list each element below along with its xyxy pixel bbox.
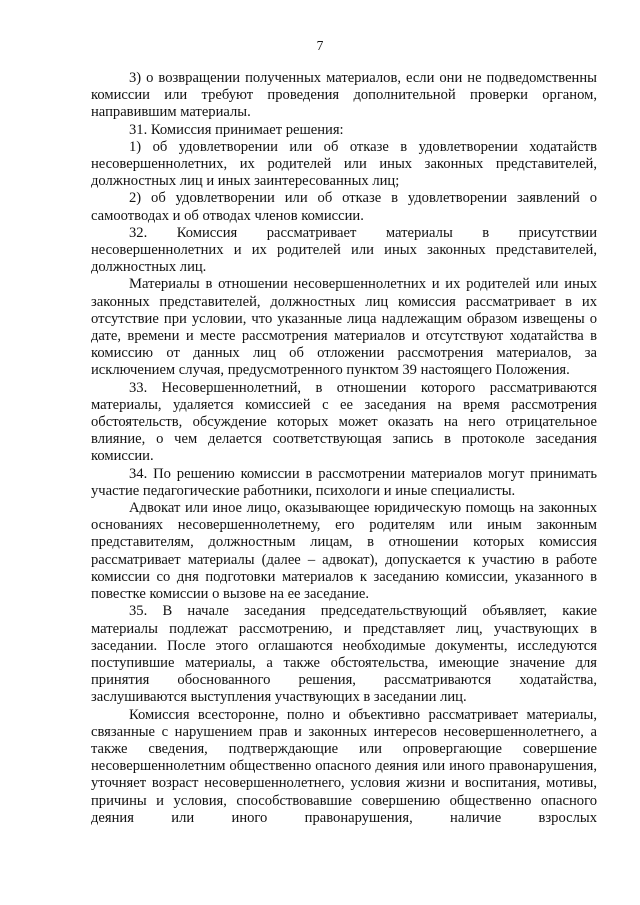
paragraph-item-3-return: 3) о возвращении полученных материалов, если они не подведомственны комиссии или требуют проведения дополнительной проверки органом, направившим материалы.	[91, 70, 597, 121]
paragraph-clause-32: 32. Комиссия рассматривает материалы в присутствии несовершеннолетних и их родителей или иных законных представителей, должностных лиц.	[91, 224, 597, 276]
page-number: 7	[316, 38, 324, 53]
paragraph-clause-34-advocate: Адвокат или иное лицо, оказывающее юридическую помощь на законных основаниях несовершеннолетнему, его родителям или иным законным представителям, должностным лицам, в отношении которых комиссия рассматривает материалы (далее – адвокат), допускается к участию в работе комиссии со дня подготовки материалов к заседанию комиссии, указанного в повестке комиссии о вызове на ее заседание.	[91, 500, 597, 603]
paragraph-clause-32-absence: Материалы в отношении несовершеннолетних и их родителей или иных законных представителей, должностных лиц комиссия рассматривает в их отсутствие при условии, что указанные лица надлежащим образом извещены о дате, времени и месте рассмотрения материалов и отсутствуют ходатайства в комиссию от данных лиц об отложении рассмотрения материалов, за исключением случая, предусмотренного пунктом 39 настоящего Положения.	[91, 276, 597, 379]
paragraph-clause-33: 33. Несовершеннолетний, в отношении которого рассматриваются материалы, удаляется комиссией с ее заседания на время рассмотрения обстоятельств, обсуждение которых может оказать на него отрицательное влияние, о чем делается соответствующая запись в протоколе заседания комиссии.	[91, 379, 597, 465]
paragraph-clause-31-item-1: 1) об удовлетворении или об отказе в удовлетворении ходатайств несовершеннолетних, их родителей или иных законных представителей, должностных лиц и иных заинтересованных лиц;	[91, 138, 597, 190]
document-body	[91, 70, 597, 827]
paragraph-clause-35: 35. В начале заседания председательствующий объявляет, какие материалы подлежат рассмотрению, и представляет лиц, участвующих в заседании. После этого оглашаются необходимые документы, исследуются поступившие материалы, а также обстоятельства, имеющие значение для принятия обоснованного решения, рассматриваются ходатайства, заслушиваются выступления участвующих в заседании лиц.	[91, 603, 597, 706]
paragraph-clause-35-review: Комиссия всесторонне, полно и объективно рассматривает материалы, связанные с нарушением прав и законных интересов несовершеннолетнего, а также сведения, подтверждающие или опровергающие совершение несовершеннолетним общественно опасного деяния или иного правонарушения, уточняет возраст несовершеннолетнего, условия жизни и воспитания, мотивы, причины и условия, способствовавшие совершению общественно опасного деяния или иного правонарушения, наличие взрослых	[91, 706, 597, 826]
paragraph-clause-31: 31. Комиссия принимает решения:	[129, 121, 344, 138]
paragraph-clause-31-item-2: 2) об удовлетворении или об отказе в удовлетворении заявлений о самоотводах и об отводах членов комиссии.	[91, 190, 597, 224]
paragraph-clause-34: 34. По решению комиссии в рассмотрении материалов могут принимать участие педагогические работники, психологи и иные специалисты.	[91, 465, 597, 499]
